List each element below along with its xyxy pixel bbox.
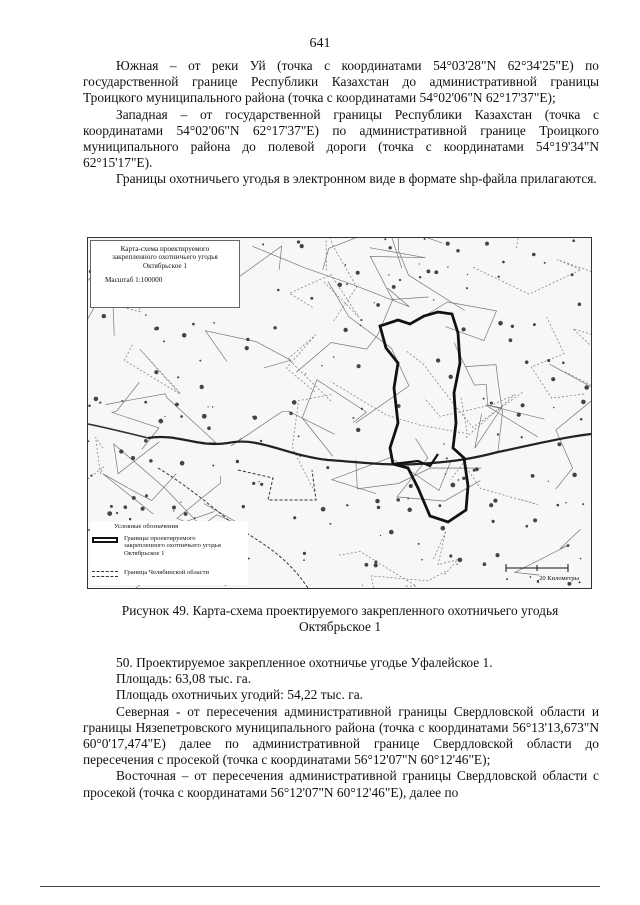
map-road (433, 531, 458, 575)
map-road (398, 238, 465, 311)
map-settlement (321, 365, 323, 367)
map-road (302, 380, 366, 456)
map-settlement (443, 443, 444, 444)
map-settlement (491, 520, 494, 523)
map-settlement (164, 416, 165, 417)
map-road (286, 335, 331, 401)
legend-swatch-dashed (92, 571, 118, 577)
map-figure (87, 237, 592, 589)
map-road (362, 571, 446, 588)
map-title-box (90, 240, 240, 308)
map-settlement (253, 415, 257, 419)
map-settlement (200, 385, 204, 389)
map-settlement (497, 433, 499, 435)
map-settlement (236, 460, 239, 463)
map-settlement (361, 408, 363, 410)
map-settlement (292, 400, 297, 405)
map-settlement (338, 283, 342, 287)
map-settlement (509, 338, 513, 342)
map-road (531, 316, 584, 398)
map-settlement (449, 554, 452, 557)
map-settlement (88, 405, 91, 408)
map-settlement (360, 319, 362, 321)
map-road (451, 463, 538, 505)
map-settlement (438, 504, 441, 507)
map-scale-text: Масштаб 1:100000 (105, 276, 163, 285)
map-settlement (124, 505, 128, 509)
map-settlement (572, 473, 577, 478)
bottom-text-block (83, 655, 599, 801)
map-settlement (451, 483, 456, 488)
map-road (475, 405, 545, 448)
page-number: 641 (309, 36, 331, 51)
map-settlement (446, 457, 448, 459)
map-settlement (213, 322, 215, 324)
map-settlement (343, 328, 347, 332)
map-settlement (567, 544, 570, 547)
map-settlement (242, 505, 245, 508)
map-settlement (485, 242, 489, 246)
map-settlement (356, 271, 360, 275)
map-settlement (158, 419, 163, 424)
map-settlement (145, 314, 147, 316)
map-settlement (207, 406, 208, 407)
map-settlement (584, 385, 589, 390)
map-settlement (434, 270, 438, 274)
footer-rule (40, 886, 600, 887)
map-settlement (207, 426, 211, 430)
map-settlement (119, 449, 123, 453)
map-settlement (252, 482, 255, 485)
map-settlement (110, 505, 113, 508)
map-road (114, 442, 204, 529)
map-settlement (533, 518, 537, 522)
map-settlement (212, 465, 214, 467)
map-settlement (483, 398, 485, 400)
map-settlement (396, 498, 400, 502)
paragraph-north-border: Северная - от пересечения административной границы Свердловской области и границы Нязепетровского муниципального района (точка с координатами 56°13'13,673"N 60°0'17,474"E) далее по административной границе Свердловской области до пересечения с просекой (точка с координатами 56°12'07"N 60°12'46"E); (83, 703, 599, 768)
map-road (550, 364, 591, 489)
map-settlement (326, 466, 329, 469)
map-settlement (346, 283, 348, 285)
map-settlement (346, 504, 348, 506)
map-settlement (345, 264, 347, 266)
legend-heading: Условные обозначения (114, 523, 179, 530)
paragraph-hunting-area: Площадь охотничьих угодий: 54,22 тыс. га. (116, 687, 363, 703)
map-settlement (144, 439, 148, 443)
map-settlement (245, 346, 249, 350)
map-settlement (273, 326, 276, 329)
map-settlement (352, 417, 354, 419)
paragraph-item-title: 50. Проектируемое закрепленное охотничье угодье Уфалейское 1. (116, 655, 493, 670)
map-settlement (511, 325, 514, 328)
map-road (124, 345, 180, 394)
map-settlement (409, 484, 413, 488)
river (148, 434, 591, 465)
map-settlement (421, 559, 423, 561)
map-settlement (173, 510, 174, 511)
map-settlement (517, 413, 521, 417)
map-settlement (297, 240, 300, 243)
map-settlement (333, 356, 335, 358)
legend-label-line: закрепленного охотничьего угодья (124, 542, 221, 550)
map-settlement (132, 496, 136, 500)
map-settlement (446, 242, 450, 246)
map-settlement (90, 475, 92, 477)
map-settlement (248, 558, 250, 560)
map-road (112, 382, 159, 449)
map-settlement (567, 582, 571, 586)
map-settlement (177, 376, 179, 378)
legend-swatch-thick (92, 537, 118, 543)
map-settlement (154, 370, 158, 374)
map-settlement (356, 428, 360, 432)
map-settlement (426, 269, 430, 273)
map-settlement (462, 327, 466, 331)
caption-line-1: Рисунок 49. Карта-схема проектируемого закрепленного охотничьего угодья (121, 603, 559, 618)
map-settlement (440, 526, 445, 531)
map-settlement (407, 508, 412, 513)
map-settlement (525, 360, 529, 364)
map-settlement (145, 494, 148, 497)
map-settlement (154, 327, 157, 330)
map-settlement (526, 525, 529, 528)
map-settlement (116, 512, 118, 514)
map-settlement (521, 436, 523, 438)
map-settlement (293, 516, 296, 519)
legend-item-hunting-boundary (92, 535, 221, 557)
map-title-line-2: закрепленного охотничьего угодья (112, 253, 218, 262)
map-settlement (305, 373, 306, 374)
top-text-block (83, 58, 599, 188)
legend-label-line: Октябрьское 1 (124, 549, 165, 557)
map-settlement (374, 563, 378, 567)
map-road (103, 474, 177, 514)
map-settlement (180, 415, 183, 418)
map-settlement (192, 323, 195, 326)
map-settlement (424, 238, 426, 240)
paragraph-shp-note: Границы охотничьего угодья в электронном виде в формате shp-файла прилагаются. (116, 171, 597, 187)
map-settlement (357, 364, 361, 368)
map-settlement (419, 263, 420, 264)
map-road (370, 248, 429, 300)
map-settlement (493, 499, 497, 503)
map-settlement (303, 559, 305, 561)
map-settlement (551, 377, 555, 381)
map-settlement (547, 359, 550, 362)
map-settlement (262, 243, 264, 245)
map-settlement (258, 481, 259, 482)
map-settlement (303, 552, 306, 555)
map-settlement (122, 400, 124, 402)
map-title-line-1: Карта-схема проектируемого (120, 245, 210, 253)
map-settlement (374, 302, 375, 303)
map-settlement (449, 375, 453, 379)
river-secondary (88, 424, 148, 438)
map-settlement (172, 506, 176, 510)
map-settlement (129, 518, 131, 520)
paragraph-east-border: Восточная – от пересечения административной границы Свердловской области с просекой (точка с координатами 56°12'07"N 60°12'46"E), далее по (83, 768, 599, 800)
map-settlement (163, 340, 165, 342)
map-settlement (498, 321, 503, 326)
map-settlement (260, 483, 263, 486)
map-settlement (572, 239, 575, 242)
map-settlement (548, 481, 549, 482)
map-road (289, 275, 359, 318)
map-settlement (530, 576, 532, 578)
caption-line-2: Октябрьское 1 (298, 619, 382, 635)
paragraph-west-border: Западная – от государственной границы Республики Казахстан (точка с координатами 54°02'06"N 62°17'37"E) по административной границе Троицкого муниципального района до полевой дороги (точка с координатами 54°19'34"N 62°15'17"E). (83, 106, 599, 171)
map-settlement (556, 504, 559, 507)
map-road (323, 238, 402, 270)
map-settlement (180, 461, 185, 466)
map-settlement (212, 406, 213, 407)
map-settlement (447, 266, 448, 267)
map-settlement (289, 412, 292, 415)
map-settlement (582, 503, 584, 505)
map-settlement (199, 360, 201, 362)
map-settlement (182, 333, 187, 338)
map-settlement (131, 456, 135, 460)
map-settlement (419, 276, 421, 278)
map-settlement (202, 414, 207, 419)
map-settlement (521, 403, 525, 407)
map-settlement (389, 246, 392, 249)
map-settlement (458, 558, 463, 563)
map-road (454, 343, 538, 437)
map-road (406, 351, 523, 428)
map-settlement (375, 499, 379, 503)
map-settlement (506, 578, 508, 580)
map-settlement (389, 530, 394, 535)
map-settlement (149, 459, 153, 463)
map-settlement (376, 303, 380, 307)
map-settlement (456, 563, 457, 564)
map-settlement (175, 403, 179, 407)
map-settlement (407, 498, 409, 500)
map-settlement (388, 274, 389, 275)
paragraph-area: Площадь: 63,08 тыс. га. (116, 671, 252, 687)
map-settlement (380, 535, 381, 536)
map-settlement (392, 285, 396, 289)
legend-label-line: Граница Челябинской области (124, 569, 210, 576)
map-road (177, 476, 221, 522)
map-settlement (544, 262, 546, 264)
map-settlement (94, 397, 99, 402)
map-settlement (399, 279, 401, 281)
map-settlement (456, 249, 460, 253)
map-road (253, 246, 410, 306)
figure-caption (80, 603, 600, 636)
paragraph-south-border: Южная – от реки Уй (точка с координатами 54°03'28"N 62°34'25"E) по государственной границе Республики Казахстан до административной границы Троицкого муниципального района (точка с координатами 54°02'06"N 62°17'37"E); (83, 58, 599, 106)
map-settlement (433, 299, 434, 300)
map-settlement (490, 401, 493, 404)
map-settlement (533, 323, 536, 326)
scale-bar-label: 20 Километры (539, 575, 579, 582)
map-settlement (578, 303, 582, 307)
map-settlement (483, 562, 487, 566)
map-settlement (489, 503, 493, 507)
map-settlement (562, 361, 565, 364)
map-settlement (184, 512, 188, 516)
map-settlement (144, 401, 147, 404)
map-road (326, 238, 357, 322)
map-settlement (495, 553, 499, 557)
map-settlement (102, 314, 106, 318)
map-settlement (502, 261, 505, 264)
map-settlement (277, 289, 280, 292)
map-settlement (531, 474, 535, 478)
map-settlement (99, 401, 101, 403)
legend-label-line: Границы проектируемого (124, 535, 196, 542)
map-settlement (458, 479, 460, 481)
map-settlement (462, 477, 465, 480)
map-road (293, 394, 333, 491)
map-settlement (436, 358, 440, 362)
map-road (515, 529, 581, 577)
map-settlement (246, 338, 249, 341)
map-settlement (329, 523, 331, 525)
map-settlement (553, 407, 555, 409)
map-settlement (364, 563, 368, 567)
map-settlement (141, 507, 145, 511)
scale-bar (506, 564, 568, 572)
map-settlement (377, 506, 380, 509)
map-settlement (310, 297, 313, 300)
map-road (88, 437, 104, 502)
map-settlement (321, 507, 326, 512)
map-settlement (445, 473, 446, 474)
map-settlement (557, 442, 561, 446)
map-road (497, 238, 529, 248)
map-settlement (180, 501, 181, 502)
map-settlement (467, 274, 468, 275)
map-settlement (374, 560, 377, 563)
map-legend (90, 521, 248, 585)
map-settlement (580, 558, 582, 560)
map-settlement (260, 440, 262, 442)
map-settlement (384, 238, 386, 240)
map-settlement (418, 543, 420, 545)
region-border-secondary (238, 470, 316, 500)
map-settlement (466, 287, 468, 289)
map-settlement (194, 517, 196, 519)
map-settlement (581, 400, 586, 405)
map-settlement (107, 511, 112, 516)
map-road (473, 260, 591, 295)
map-road (339, 552, 431, 589)
map-settlement (88, 440, 89, 442)
map-settlement (532, 253, 536, 257)
map-title-line-3: Октябрьское 1 (142, 261, 188, 270)
map-settlement (360, 325, 362, 327)
map-settlement (571, 273, 574, 276)
map-settlement (565, 502, 567, 504)
map-settlement (580, 418, 583, 421)
legend-item-region-border (92, 569, 209, 577)
map-settlement (300, 244, 304, 248)
map-settlement (498, 276, 500, 278)
map-settlement (298, 435, 300, 437)
map-settlement (473, 469, 476, 472)
